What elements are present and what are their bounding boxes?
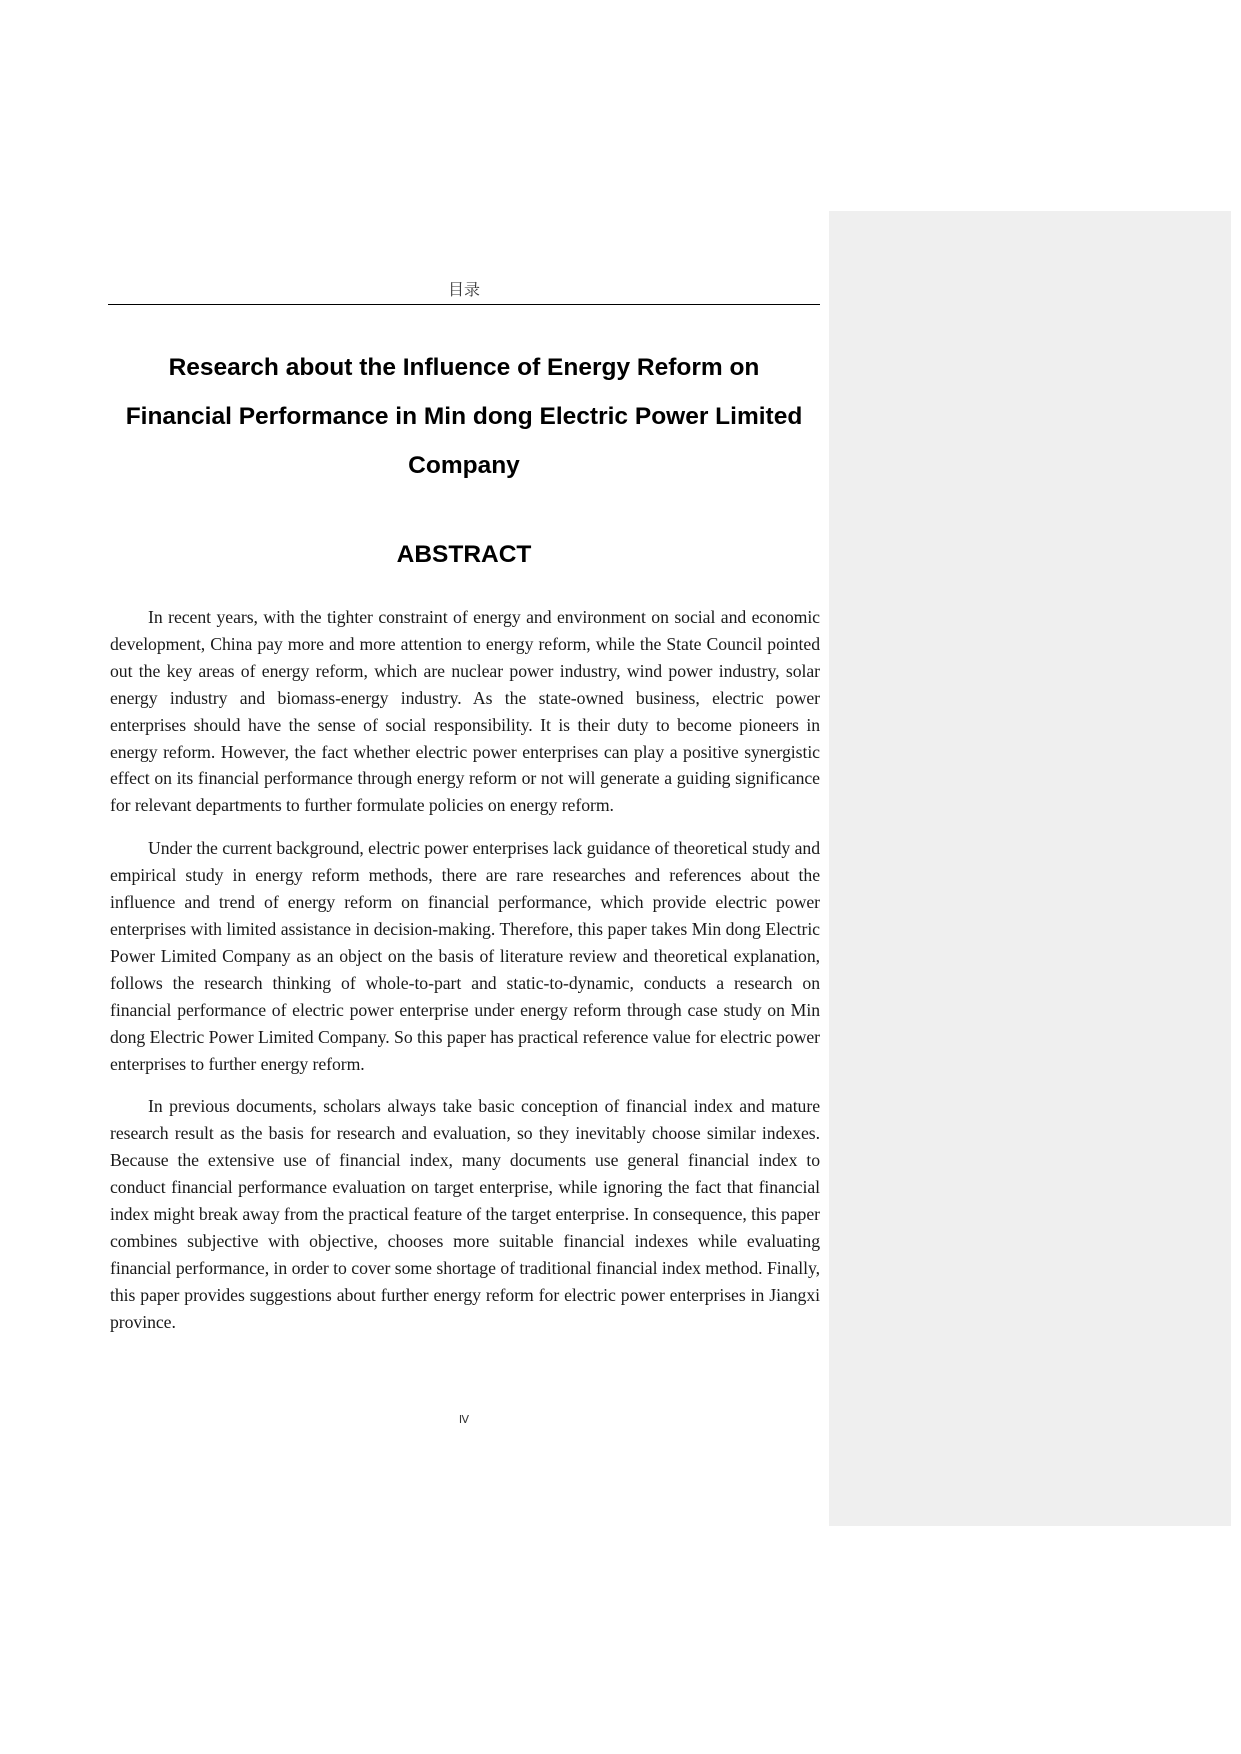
document-page (108, 0, 820, 1754)
abstract-paragraph-2: Under the current background, electric power enterprises lack guidance of theoretical study and empirical study in energy reform methods, there are rare researches and references about the influence and trend of energy reform on financial performance, which provide electric power enterprises with limited assistance in decision-making. Therefore, this paper takes Min dong Electric Power Limited Company as an object on the basis of literature review and theoretical explanation, follows the research thinking of whole-to-part and static-to-dynamic, conducts a research on financial performance of electric power enterprise under energy reform through case study on Min dong Electric Power Limited Company. So this paper has practical reference value for electric power enterprises to further energy reform. (110, 838, 820, 1074)
paper-title-line-1: Research about the Influence of Energy Reform on (168, 354, 760, 381)
paper-title-line-2: Financial Performance in Min dong Electric Power Limited (125, 403, 803, 430)
abstract-paragraph-1: In recent years, with the tighter constraint of energy and environment on social and economic development, China pay more and more attention to energy reform, while the State Council pointed out the key areas of energy reform, which are nuclear power industry, wind power industry, solar energy industry and biomass-energy industry. As the state-owned business, electric power enterprises should have the sense of social responsibility. It is their duty to become pioneers in energy reform. However, the fact whether electric power enterprises can play a positive synergistic effect on its financial performance through energy reform or not will generate a guiding significance for relevant departments to further formulate policies on energy reform. (110, 607, 820, 816)
abstract-heading: ABSTRACT (396, 541, 532, 568)
running-header: 目录 (447, 280, 480, 299)
paper-title (108, 343, 820, 490)
abstract-body (110, 604, 820, 1352)
comment-margin-pane (829, 211, 1231, 1526)
header-rule (108, 304, 820, 305)
paper-title-line-3: Company (408, 452, 520, 479)
page-number: Ⅳ (458, 1414, 470, 1426)
abstract-paragraph-3: In previous documents, scholars always take basic conception of financial index and mature research result as the basis for research and evaluation, so they inevitably choose similar indexes. Because the extensive use of financial index, many documents use general financial index to conduct financial performance evaluation on target enterprise, while ignoring the fact that financial index might break away from the practical feature of the target enterprise. In consequence, this paper combines subjective with objective, chooses more suitable financial indexes while evaluating financial performance, in order to cover some shortage of traditional financial index method. Finally, this paper provides suggestions about further energy reform for electric power enterprises in Jiangxi province. (110, 1096, 820, 1332)
